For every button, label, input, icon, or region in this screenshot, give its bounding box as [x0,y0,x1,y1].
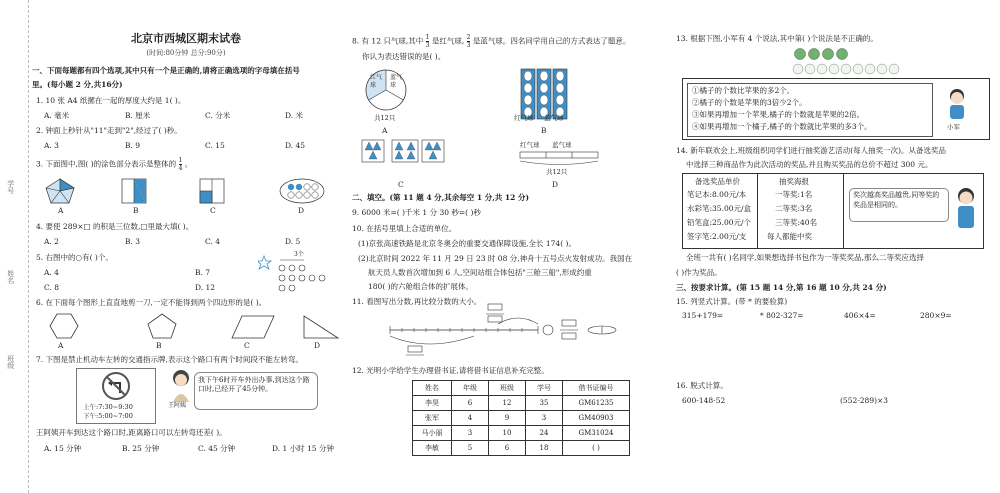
parallelogram-shape [232,316,274,338]
q7-stem: 7. 下图是禁止机动车左转的交通指示牌,表示这个路口有两个时间段不能左转弯。 [36,355,303,364]
bar-blue-label: 蓝气球 [552,141,572,149]
cell: GM61235 [563,396,630,411]
q10-2c: 180( )的六舱组合体的扩展体。 [368,282,474,291]
pentagon-shape [148,314,176,338]
q7-opt-d: D. 1 小时 15 分钟 [272,444,334,453]
column-3 [672,0,998,493]
table-row [413,426,630,441]
q9: 9. 6000 米=( )千米 1 分 30 秒=( )秒 [352,208,481,217]
q6-label-b: B [156,341,162,350]
student-id-label: 学号 [6,180,15,194]
q10: 10. 在括号里填上合适的单位。 [352,224,457,233]
section1-heading: 一、下面每题都有四个选项,其中只有一个是正确的,请将正确选项的字母填在括号 [32,66,300,75]
q2-opt-a: A. 3 [44,141,59,150]
orange-icon [793,64,899,74]
apple-icon [795,49,848,60]
q2-stem: 2. 钟面上秒针从"11"走到"2",经过了( )秒。 [36,126,182,135]
col-header-card-no: 借书证编号 [563,381,630,396]
pie-total: 共12只 [374,114,396,122]
cell: 李敏 [413,441,452,456]
q8-fraction-2 [467,34,471,49]
pie-red-label: 红气球 [370,74,383,89]
q15-item-1: 315+179= [682,311,724,320]
q3-label-a: A [58,206,64,215]
q11-figures [388,302,618,362]
star-icon [258,256,271,269]
no-left-turn-icon [101,371,131,401]
xiaojun-avatar [945,87,969,121]
section3-heading: 三、按要求计算。(第 15 题 14 分,第 16 题 10 分,共 24 分) [676,283,887,292]
lottery-header: 抽奖海报 [779,177,809,186]
q8-f1-den: 3 [425,42,430,49]
q14-b: 中选择三种商品作为此次活动的奖品,并且购买奖品的总价不超过 300 元。 [686,160,933,169]
q1-opt-c: C. 分米 [205,111,231,120]
hexagon-shape [50,314,78,338]
table-header-row [413,381,630,396]
prize-1: 笔记本:8.00元/本 [687,190,747,199]
q6-label-c: C [244,341,250,350]
xiaojun-label: 小军 [947,123,960,131]
q3-figure-a [46,179,74,203]
q8-stem-b: 是红气球, [431,36,465,46]
q7-opt-c: C. 45 分钟 [198,444,236,453]
cell: 6 [489,441,526,456]
q3-figures [40,177,340,205]
column-2 [348,0,666,493]
q2-opt-c: C. 15 [205,141,225,150]
q6-label-d: D [314,341,321,350]
prize-2: 水彩笔:35.00元/盒 [687,204,752,213]
q1-opt-d: D. 米 [285,111,304,120]
section1-heading-2: 里。(每小题 2 分,共16分) [32,80,123,89]
cell: 18 [526,441,563,456]
q10-2a: (2)北京时间 2022 年 11 月 29 日 23 时 08 分,神舟十五号点火发射成功。我国在 [358,254,633,263]
q3-stem-text: 3. 下面图中,图( )的涂色部分表示是整体的 [36,159,177,169]
q14-c: 全班一共有( )名同学,如果想选择书包作为一等奖奖品,那么二等奖应选择 [686,253,925,262]
sign-afternoon: 下午:5:00~7:00 [83,412,133,420]
fruit-figure [792,46,902,76]
pie-blue-label: 蓝气球 [390,74,403,89]
q3-den: 4 [178,165,183,172]
lottery-4: 每人都能中奖 [767,232,812,241]
q8-f1-num: 1 [425,34,430,41]
table-row [413,411,630,426]
cell: 6 [452,396,489,411]
q4-stem: 4. 要使 289×□ 的积是三位数,□里最大填( )。 [36,222,194,231]
q4-opt-d: D. 5 [285,237,301,246]
answer-blank[interactable]: ( ) [563,441,630,456]
q16: 16. 脱式计算。 [676,381,728,390]
q2-opt-b: B. 9 [125,141,141,150]
cell: 张军 [413,411,452,426]
q8-label-b: B [541,126,547,135]
col-header-grade: 年级 [452,381,489,396]
statements-box [682,78,990,140]
exam-info: (时间:80分钟 总分:90分) [146,49,226,57]
divider [843,174,844,248]
cell: 3 [526,411,563,426]
statements-list [687,83,933,137]
sign-morning: 上午:7:30~9:30 [83,403,133,411]
q8-stem [352,34,630,49]
q11: 11. 看图写出分数,再比较分数的大小。 [352,297,482,306]
q8-stem-c: 是蓝气球。四名同学用自己的方式表达了题意。 [472,36,631,46]
q1-opt-a: A. 毫米 [44,111,70,120]
q8-stem-a: 8. 有 12 只气球,其中 [352,36,424,46]
library-card-table [412,380,630,456]
q5-opt-c: C. 8 [44,283,60,292]
table-row [413,396,630,411]
q8-label-c: C [398,180,404,189]
cell: 李昊 [413,396,452,411]
q8-fraction-1 [426,34,430,49]
q8-f2-num: 2 [466,34,471,41]
cell: 10 [489,426,526,441]
q3-stem-end: 。 [184,159,193,169]
q3-figure-c [200,179,224,203]
q15-item-2: * 802-327= [760,311,804,320]
col-header-id: 学号 [526,381,563,396]
cell: 9 [489,411,526,426]
q8-line2: 你认为表达错误的是( )。 [362,52,446,61]
cell: GM40903 [563,411,630,426]
cell: GM31024 [563,426,630,441]
section2-heading: 二、填空。(第 11 题 4 分,其余每空 1 分,共 12 分) [352,193,530,202]
q14-a: 14. 新年联欢会上,班级组织同学们进行抽奖游艺活动(每人抽奖一次)。从备选奖品 [676,146,947,155]
q8-label-a: A [382,126,388,135]
q7-question: 王阿姨开车到达这个路口时,距离路口可以左转弯还差( )。 [36,428,227,437]
q2-opt-d: D. 45 [285,141,306,150]
bar-total: 共12只 [546,168,568,176]
q8-f2-den: 3 [466,42,471,49]
teacher-speech: 奖次越高奖品越贵,同等奖的奖品是相同的。 [849,188,949,222]
q5-figure [258,252,340,296]
table-row [413,441,630,456]
q8-label-d: D [552,180,559,189]
col-header-class: 班级 [489,381,526,396]
q16-item-1: 600-148-52 [682,396,726,405]
q8-triangles-c [360,138,446,166]
statement-1: ①橘子的个数比苹果的多2个。 [692,86,795,95]
statement-3: ③如果再增加一个苹果,橘子的个数就是苹果的2倍。 [692,110,865,119]
grid-blue-label: 蓝气球 [544,114,564,122]
statement-4: ④如果再增加一个橘子,橘子的个数就比苹果的多3个。 [692,122,872,131]
q6-label-a: A [58,341,64,350]
q8-grid-b [520,68,568,120]
prize-header: 备选奖品单价 [695,177,740,186]
traffic-sign-box [76,368,156,424]
bar-red-label: 红气球 [520,141,540,149]
cell: 12 [489,396,526,411]
q5-figure-label: 3个 [294,251,304,258]
name-label: 姓名 [6,270,15,284]
q1-opt-b: B. 厘米 [125,111,151,120]
q4-opt-a: A. 2 [44,237,59,246]
q15-item-3: 406×4= [844,311,876,320]
cell: 3 [452,426,489,441]
cell: 马小丽 [413,426,452,441]
aunt-wang-avatar [170,368,192,402]
q3-num: 1 [178,157,183,164]
q10-1: (1)京张高速铁路是北京冬奥会的重要交通保障设施,全长 174( )。 [358,239,576,248]
page-title: 北京市西城区期末试卷 [131,32,241,45]
q8-bar-d [518,150,602,170]
q14-d: ( )作为奖品。 [676,268,722,277]
q6-figures [42,312,342,340]
column-1 [30,0,342,493]
cell: 5 [452,441,489,456]
prize-panel [682,173,984,249]
q4-opt-c: C. 4 [205,237,221,246]
binding-strip [0,0,29,493]
cell: 4 [452,411,489,426]
q15: 15. 列竖式计算。(带 * 的要验算) [676,297,788,306]
q13-stem: 13. 根据下图,小军有 4 个说法,其中第( )个说法是不正确的。 [676,34,878,43]
aunt-wang-label: 王阿姨 [168,402,187,409]
q3-label-b: B [133,206,139,215]
grid-red-label: 红气球 [514,114,534,122]
q3-figure-d [280,179,324,203]
speech-bubble: 我下午6时开车外出办事,到达这个路口时,已经开了45分钟。 [194,372,318,410]
lottery-2: 二等奖:3名 [775,204,813,213]
lottery-3: 三等奖:40名 [775,218,818,227]
cell: 24 [526,426,563,441]
q3-figure-b [122,179,146,203]
cell: 35 [526,396,563,411]
q3-stem [36,157,192,172]
divider [757,174,758,248]
class-label: 班级 [6,355,15,369]
q5-stem: 5. 右图中的○有( )个。 [36,253,113,262]
statement-2: ②橘子的个数是苹果的3倍少2个。 [692,98,807,107]
q6-stem: 6. 在下面每个图形上直直地剪一刀,一定不能得到两个四边形的是( )。 [36,298,267,307]
q3-fraction [179,157,183,172]
q5-opt-a: A. 4 [44,268,59,277]
q10-2b: 航天员人数首次增加到 6 人,空间站组合体包括"三舱三船",形成约重 [368,268,592,277]
teacher-avatar [953,186,979,236]
q3-label-d: D [298,206,305,215]
q15-item-4: 280×9= [920,311,952,320]
triangle-shape [304,316,338,338]
prize-4: 签字笔:2.00元/支 [687,232,747,241]
q16-item-2: (552-289)×3 [840,396,889,405]
q3-label-c: C [210,206,216,215]
prize-3: 铅笔盒:25.00元/个 [687,218,752,227]
q7-opt-b: B. 25 分钟 [122,444,160,453]
col-header-name: 姓名 [413,381,452,396]
q12: 12. 光明小学给学生办理借书证,请将借书证信息补充完整。 [352,366,549,375]
q5-opt-b: B. 7 [195,268,211,277]
q4-opt-b: B. 3 [125,237,141,246]
q7-opt-a: A. 15 分钟 [44,444,82,453]
q5-opt-d: D. 12 [195,283,216,292]
lottery-1: 一等奖:1名 [775,190,813,199]
q1-stem: 1. 10 张 A4 纸摞在一起的厚度大约是 1( )。 [36,96,186,105]
